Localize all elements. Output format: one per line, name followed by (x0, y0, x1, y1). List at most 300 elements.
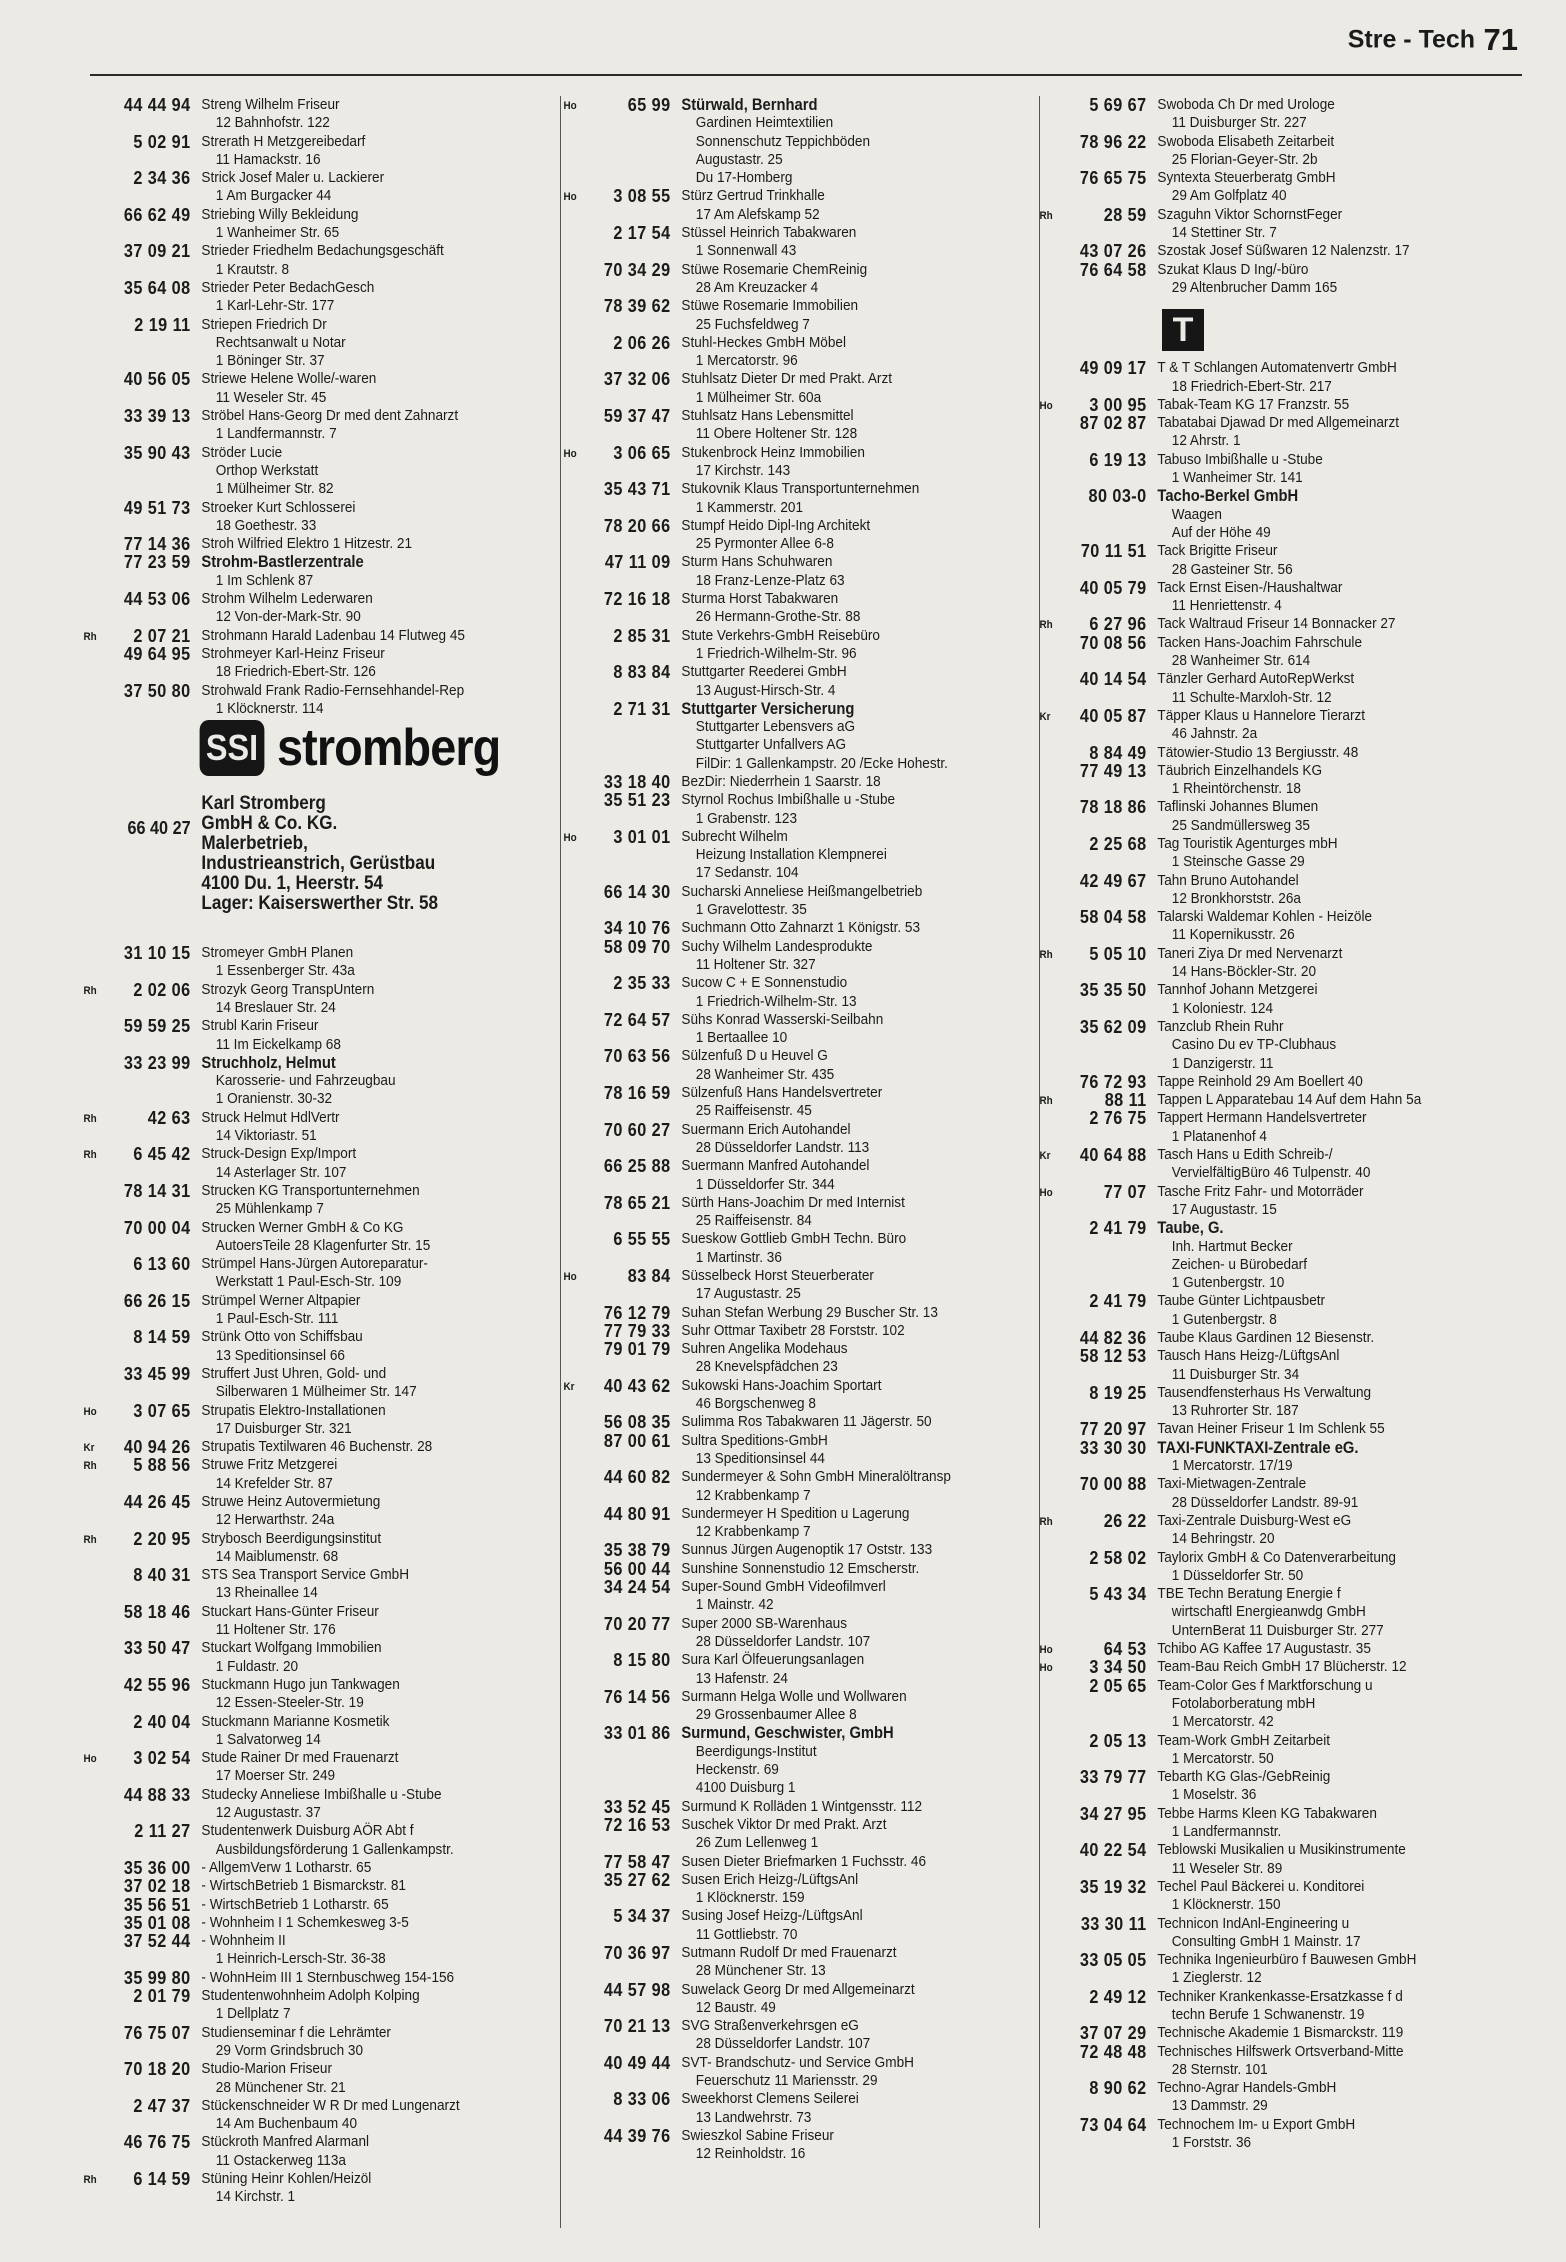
entry-name: Suschek Viktor Dr med Prakt. Arzt (681, 1815, 887, 1833)
phone-number: 56 00 44 (603, 1558, 671, 1579)
column-1 (83, 95, 554, 2207)
directory-entry (1039, 394, 1467, 415)
phone-number: 59 59 25 (123, 1016, 191, 1037)
directory-entry (568, 480, 987, 517)
directory-entry (568, 1651, 987, 1688)
entry-detail: Consulting GmbH 1 Mainstr. 17 (1171, 1932, 1361, 1950)
entry-text (1157, 615, 1467, 633)
entry-name: Studecky Anneliese Imbißhalle u -Stube (201, 1785, 442, 1803)
entry-text (681, 1615, 987, 1652)
entry-detail: 17 Augustastr. 15 (1171, 1200, 1277, 1218)
entry-text (681, 773, 987, 791)
entry-name: Struck Helmut HdlVertr (201, 1108, 340, 1126)
entry-detail: 14 Viktoriastr. 51 (215, 1127, 317, 1145)
phone-number: 70 36 97 (603, 1942, 671, 1963)
entry-name: Suermann Erich Autohandel (681, 1120, 851, 1138)
directory-entry (563, 1266, 987, 1304)
entry-text (201, 1639, 507, 1676)
entry-text (201, 1292, 507, 1329)
entry-name: Technicon IndAnl-Engineering u (1157, 1914, 1350, 1932)
entry-name: Streng Wilhelm Friseur (201, 96, 340, 113)
phone-number: 37 52 44 (123, 1931, 191, 1952)
entry-name: Taneri Ziya Dr med Nervenarzt (1157, 944, 1343, 962)
entry-detail: Waagen (1171, 505, 1222, 523)
entry-detail: 1 Mercatorstr. 42 (1171, 1713, 1274, 1731)
entry-name: SVT- Brandschutz- und Service GmbH (681, 2053, 914, 2071)
directory-entry (88, 1566, 507, 1603)
entry-text (1157, 487, 1467, 542)
phone-number: 34 10 76 (603, 918, 671, 939)
entry-detail: 25 Mühlenkamp 7 (215, 1200, 324, 1218)
entry-detail: 28 Münchener Str. 13 (695, 1962, 826, 1980)
directory-entry (1044, 1915, 1467, 1952)
entry-text (201, 1219, 507, 1256)
entry-text (1157, 2116, 1467, 2153)
entry-detail: 13 Hafenstr. 24 (695, 1669, 788, 1687)
entry-name: - Wohnheim II (201, 1932, 286, 1950)
entry-detail: Ausbildungsförderung 1 Gallenkampstr. (215, 1840, 454, 1858)
phone-number: 3 00 95 (1089, 394, 1147, 415)
entry-name: Suhr Ottmar Taxibetr 28 Forststr. 102 (681, 1321, 905, 1339)
directory-entry (1044, 1292, 1467, 1329)
entry-name: Surmund K Rolläden 1 Wintgensstr. 112 (681, 1797, 923, 1815)
phone-number: 2 58 02 (1089, 1547, 1147, 1568)
entry-name: Stückenschneider W R Dr med Lungenarzt (201, 2096, 460, 2114)
phone-number: 2 11 27 (134, 1821, 191, 1842)
entry-text (681, 1377, 987, 1414)
phone-number: 80 03-0 (1088, 486, 1147, 507)
entry-text (681, 1468, 987, 1505)
phone-number: 37 32 06 (603, 369, 671, 390)
entry-name: Susen Erich Heizg-/LüftgsAnl (681, 1870, 859, 1888)
directory-entry (568, 1340, 987, 1377)
entry-text (681, 224, 987, 261)
entry-name: Strupatis Textilwaren 46 Buchenstr. 28 (201, 1438, 433, 1456)
entry-name: Techel Paul Bäckerei u. Konditorei (1157, 1877, 1365, 1895)
phone-number: 72 64 57 (603, 1009, 671, 1030)
phone-number: 88 11 (1104, 1090, 1147, 1111)
entry-name: Strybosch Beerdigungsinstitut (201, 1529, 382, 1547)
directory-entry (88, 133, 507, 170)
entry-name: Sturm Hans Schuhwaren (681, 553, 833, 571)
entry-text (1157, 1878, 1467, 1915)
entry-name: Suhan Stefan Werbung 29 Buscher Str. 13 (681, 1303, 938, 1321)
entry-detail: 13 Rheinallee 14 (215, 1584, 318, 1602)
entry-name: Taylorix GmbH & Co Datenverarbeitung (1157, 1548, 1396, 1566)
entry-text (201, 2133, 507, 2170)
entry-detail: 11 Ostackerweg 113a (215, 2151, 346, 2169)
phone-number: 33 30 30 (1079, 1437, 1147, 1458)
entry-detail: Fotolaborberatung mbH (1171, 1694, 1316, 1712)
district-prefix: Ho (83, 1753, 97, 1766)
phone-number: 65 99 (627, 95, 671, 115)
entry-name: Tabuso Imbißhalle u -Stube (1157, 450, 1323, 468)
entry-name: Strubl Karin Friseur (201, 1017, 319, 1035)
entry-name: Taxi-Mietwagen-Zentrale (1157, 1475, 1307, 1493)
entry-name: Talarski Waldemar Kohlen - Heizöle (1157, 908, 1373, 926)
entry-detail: 11 Holtener Str. 327 (695, 955, 816, 973)
entry-text (201, 169, 507, 206)
directory-entry (1044, 1677, 1467, 1732)
phone-number: 66 40 27 (127, 818, 191, 839)
entry-detail: 13 Landwehrstr. 73 (695, 2108, 812, 2126)
entry-detail: Auf der Höhe 49 (1171, 523, 1271, 541)
entry-name: Team-Color Ges f Marktforschung u (1157, 1676, 1373, 1694)
entry-name: Techno-Agrar Handels-GmbH (1157, 2079, 1337, 2097)
entry-text (681, 663, 987, 700)
entry-text (681, 791, 987, 828)
entry-text (1157, 908, 1467, 945)
entry-detail: techn Berufe 1 Schwanenstr. 19 (1171, 2005, 1365, 2023)
directory-entry (568, 1853, 987, 1871)
entry-text (681, 1688, 987, 1725)
entry-name: Team-Work GmbH Zeitarbeit (1157, 1731, 1331, 1749)
directory-entry (1044, 634, 1467, 671)
directory-entry (88, 316, 507, 371)
directory-entry (83, 1437, 507, 1458)
entry-name: TAXI-FUNKTAXI-Zentrale eG. (1157, 1438, 1359, 1457)
entry-name: Technika Ingenieurbüro f Bauwesen GmbH (1157, 1951, 1417, 1969)
entry-text (201, 206, 507, 243)
directory-entry (88, 1676, 507, 1713)
entry-text (1157, 2079, 1467, 2116)
phone-number: 40 94 26 (123, 1437, 191, 1458)
entry-detail: 1 Mainstr. 42 (695, 1596, 774, 1614)
directory-entry (568, 1468, 987, 1505)
phone-number: 76 72 93 (1079, 1071, 1147, 1092)
phone-number: 2 17 54 (613, 223, 671, 244)
phone-number: 44 53 06 (123, 589, 191, 610)
entry-detail: Gardinen Heimtextilien (695, 114, 834, 132)
phone-number: 8 40 31 (133, 1565, 191, 1586)
district-prefix: Ho (1039, 399, 1053, 412)
entry-name: Strick Josef Maler u. Lackierer (201, 169, 385, 187)
entry-name: Striebing Willy Bekleidung (201, 205, 359, 223)
directory-entry (88, 499, 507, 536)
entry-name: Technische Akademie 1 Bismarckstr. 119 (1157, 2024, 1404, 2042)
phone-number: 31 10 15 (123, 943, 191, 964)
entry-text (1157, 835, 1467, 872)
entry-text (201, 2097, 507, 2134)
phone-number: 6 27 96 (1089, 614, 1147, 635)
directory-entry (1044, 908, 1467, 945)
entry-name: - WirtschBetrieb 1 Lotharstr. 65 (201, 1895, 389, 1913)
phone-number: 46 76 75 (123, 2132, 191, 2153)
entry-name: Super-Sound GmbH Videofilmverl (681, 1578, 886, 1596)
entry-text (1157, 1183, 1467, 1220)
directory-entry (568, 1432, 987, 1469)
phone-number: 47 11 09 (604, 552, 671, 573)
entry-detail: 17 Am Alefskamp 52 (695, 205, 820, 223)
entry-name: Stromeyer GmbH Planen (201, 944, 354, 962)
directory-entry (1039, 943, 1467, 982)
entry-detail: 25 Florian-Geyer-Str. 2b (1171, 150, 1318, 168)
entry-text (201, 1914, 507, 1932)
phone-number: 2 41 79 (1089, 1218, 1147, 1239)
entry-name: Tasch Hans u Edith Schreib-/ (1157, 1146, 1333, 1164)
entry-text (1157, 169, 1467, 206)
directory-entry (1044, 798, 1467, 835)
entry-text (681, 1798, 987, 1816)
directory-entry (1044, 96, 1467, 133)
entry-detail: 28 Gasteiner Str. 56 (1171, 560, 1293, 578)
directory-entry (1044, 1420, 1467, 1438)
district-prefix: Rh (1039, 948, 1053, 961)
directory-entry (88, 1987, 507, 2024)
entry-text (201, 1932, 507, 1969)
entry-detail: 11 Weseler Str. 45 (215, 388, 327, 406)
ad-text (201, 794, 438, 914)
entry-name: Studentenwohnheim Adolph Kolping (201, 1987, 420, 2005)
entry-detail: 18 Friedrich-Ebert-Str. 126 (215, 663, 376, 681)
letter-t-icon: T (1162, 309, 1204, 351)
directory-entry (568, 297, 987, 334)
entry-detail: 1 Klöcknerstr. 114 (215, 699, 324, 717)
phone-number: 2 05 13 (1089, 1730, 1147, 1751)
phone-number: 70 00 88 (1079, 1474, 1147, 1495)
entry-name: Strohwald Frank Radio-Fernsehhandel-Rep (201, 681, 465, 699)
entry-detail: Zeichen- u Bürobedarf (1171, 1255, 1307, 1273)
entry-text (201, 682, 507, 719)
entry-detail: Du 17-Homberg (695, 169, 793, 187)
entry-detail: 12 Bahnhofstr. 122 (215, 114, 330, 132)
phone-number: 77 20 97 (1079, 1419, 1147, 1440)
entry-detail: 1 Im Schlenk 87 (215, 571, 314, 589)
entry-detail: 1 Düsseldorfer Str. 344 (695, 1175, 835, 1193)
phone-number: 33 01 86 (603, 1723, 671, 1744)
entry-text (1157, 1841, 1467, 1878)
phone-number: 33 50 47 (123, 1638, 191, 1659)
directory-entry (88, 1822, 507, 1859)
entry-detail: 14 Hans-Böckler-Str. 20 (1171, 963, 1317, 981)
entry-name: Tausch Hans Heizg-/LüftgsAnl (1157, 1347, 1340, 1365)
entry-name: Sülzenfuß D u Heuvel G (681, 1047, 828, 1065)
directory-entry (1044, 1073, 1467, 1091)
phone-number: 77 23 59 (123, 552, 191, 573)
directory-entry (568, 1578, 987, 1615)
directory-entry (563, 826, 987, 883)
entry-text (681, 938, 987, 975)
entry-name: Stüning Heinr Kohlen/Heizöl (201, 2169, 372, 2187)
entry-text (201, 1530, 507, 1567)
entry-detail: 1 Steinsche Gasse 29 (1171, 853, 1305, 871)
entry-name: Tannhof Johann Metzgerei (1157, 981, 1318, 999)
directory-entry (1044, 1878, 1467, 1915)
entry-detail: 4100 Duisburg 1 (695, 1779, 796, 1797)
entry-name: Stückroth Manfred Alarmanl (201, 2133, 370, 2151)
phone-number: 8 33 06 (613, 2089, 671, 2110)
entry-text (1157, 414, 1467, 451)
entry-detail: 1 Bertaallee 10 (695, 1029, 788, 1047)
entry-name: Strohmann Harald Ladenbau 14 Flutweg 45 (201, 626, 465, 644)
entry-detail: Stuttgarter Unfallvers AG (695, 736, 847, 754)
directory-entry (568, 627, 987, 664)
entry-text (201, 1786, 507, 1823)
entry-text (1157, 670, 1467, 707)
phone-number: 78 39 62 (603, 296, 671, 317)
phone-number: 37 09 21 (123, 241, 191, 262)
entry-detail: 1 Gravelottestr. 35 (695, 901, 807, 919)
district-prefix: Rh (83, 1149, 97, 1162)
phone-number: 76 14 56 (603, 1686, 671, 1707)
phone-number: 66 25 88 (603, 1156, 671, 1177)
district-prefix: Rh (83, 1112, 97, 1125)
entry-name: Sülzenfuß Hans Handelsvertreter (681, 1084, 883, 1102)
phone-number: 70 60 27 (603, 1119, 671, 1140)
directory-entry (1044, 1841, 1467, 1878)
directory-entry (568, 1560, 987, 1578)
directory-entry (88, 1786, 507, 1823)
ad-line: Karl Stromberg (201, 793, 326, 815)
entry-detail: 11 Obere Holtener Str. 128 (695, 425, 858, 443)
entry-detail: 1 Mercatorstr. 50 (1171, 1749, 1274, 1767)
entry-detail: 1 Fuldastr. 20 (215, 1657, 299, 1675)
entry-detail: 28 Düsseldorfer Landstr. 113 (695, 1138, 870, 1156)
directory-entry (88, 96, 507, 133)
entry-text (1157, 1805, 1467, 1842)
entry-text (681, 1505, 987, 1542)
entry-text (681, 1432, 987, 1469)
entry-detail: 1 Dellplatz 7 (215, 2005, 291, 2023)
entry-text (1157, 1439, 1467, 1476)
entry-name: Techniker Krankenkasse-Ersatzkasse f d (1157, 1987, 1403, 2005)
directory-entry (568, 2090, 987, 2127)
entry-text (681, 883, 987, 920)
phone-number: 58 12 53 (1079, 1346, 1147, 1367)
phone-number: 3 34 50 (1089, 1657, 1147, 1678)
phone-number: 49 09 17 (1079, 358, 1147, 379)
entry-text (1157, 945, 1467, 982)
directory-entry (88, 1969, 507, 1987)
entry-name: Stuttgarter Versicherung (681, 699, 855, 718)
entry-text (201, 1896, 507, 1914)
entry-text (1157, 396, 1467, 414)
entry-text (681, 1816, 987, 1853)
phone-number: 44 60 82 (603, 1467, 671, 1488)
phone-number: 5 43 34 (1089, 1584, 1147, 1605)
directory-entry (1044, 1347, 1467, 1384)
directory-entry (563, 442, 987, 481)
stromberg-logo-icon: SSI (200, 720, 265, 776)
directory-entry (568, 224, 987, 261)
entry-text (1157, 1915, 1467, 1952)
directory-entry (1044, 1585, 1467, 1640)
entry-text (201, 1255, 507, 1292)
entry-name: Strucken KG Transportunternehmen (201, 1181, 420, 1199)
entry-text (201, 553, 507, 590)
entry-detail: 1 Gutenbergstr. 8 (1171, 1310, 1277, 1328)
entry-name: Stüssel Heinrich Tabakwaren (681, 224, 857, 242)
district-prefix: Ho (563, 831, 577, 844)
phone-number: 35 19 32 (1079, 1876, 1147, 1897)
phone-number: 33 45 99 (123, 1363, 191, 1384)
entry-text (201, 1402, 507, 1439)
entry-text (681, 1322, 987, 1340)
directory-entry (568, 974, 987, 1011)
directory-entry (88, 1054, 507, 1109)
phone-number: 37 02 18 (123, 1876, 191, 1897)
entry-text (681, 1871, 987, 1908)
phone-number: 73 04 64 (1079, 2114, 1147, 2135)
entry-detail: 1 Rheintörchenstr. 18 (1171, 780, 1301, 798)
entry-text (201, 2170, 507, 2207)
entry-name: Tappe Reinhold 29 Am Boellert 40 (1157, 1072, 1363, 1090)
entry-text (681, 1267, 987, 1304)
entry-detail: 28 Knevelspfädchen 23 (695, 1358, 838, 1376)
directory-entry (88, 169, 507, 206)
directory-entry (83, 2168, 507, 2207)
entry-text (681, 1413, 987, 1431)
entry-text (1157, 1384, 1467, 1421)
entry-detail: 12 Essen-Steeler-Str. 19 (215, 1694, 364, 1712)
entry-detail: 25 Fuchsfeldweg 7 (695, 315, 810, 333)
entry-name: Tappen L Apparatebau 14 Auf dem Hahn 5a (1157, 1091, 1422, 1109)
entry-detail: 14 Breslauer Str. 24 (215, 998, 336, 1016)
entry-text (1157, 872, 1467, 909)
entry-detail: 12 Krabbenkamp 7 (695, 1486, 811, 1504)
entry-text (681, 2127, 987, 2164)
entry-name: T & T Schlangen Automatenvertr GmbH (1157, 359, 1397, 377)
phone-number: 44 88 33 (123, 1784, 191, 1805)
ad-line: Lager: Kaiserswerther Str. 58 (201, 893, 439, 915)
entry-name: Sunnus Jürgen Augenoptik 17 Oststr. 133 (681, 1541, 933, 1559)
directory-entry (568, 1944, 987, 1981)
entry-text (681, 261, 987, 298)
directory-entry (568, 2017, 987, 2054)
phone-number: 33 05 05 (1079, 1950, 1147, 1971)
entry-name: Sukowski Hans-Joachim Sportart (681, 1376, 882, 1394)
entry-text (1157, 1512, 1467, 1549)
entry-name: Swoboda Elisabeth Zeitarbeit (1157, 132, 1335, 150)
entry-detail: Stuttgarter Lebensvers aG (695, 718, 856, 736)
entry-detail: 11 Weseler Str. 89 (1171, 1859, 1283, 1877)
entry-detail: 13 Ruhrorter Str. 187 (1171, 1402, 1299, 1420)
entry-name: Szaguhn Viktor SchornstFeger (1157, 205, 1343, 223)
entry-text (1157, 798, 1467, 835)
entry-text (1157, 1658, 1467, 1676)
entry-detail: 1 Düsseldorfer Str. 50 (1171, 1566, 1304, 1584)
directory-entry (568, 334, 987, 371)
directory-entry (1044, 981, 1467, 1018)
entry-text (681, 1853, 987, 1871)
entry-detail: 1 Böninger Str. 37 (215, 352, 325, 370)
entry-detail: 1 Oranienstr. 30-32 (215, 1090, 333, 1108)
entry-text (1157, 762, 1467, 799)
entry-detail: 1 Koloniestr. 124 (1171, 999, 1274, 1017)
entry-name: Susen Dieter Briefmarken 1 Fuchsstr. 46 (681, 1852, 927, 1870)
entry-detail: wirtschaftl Energieanwdg GmbH (1171, 1603, 1366, 1621)
entry-detail: 29 Altenbrucher Damm 165 (1171, 278, 1338, 296)
entry-name: Susing Josef Heizg-/LüftgsAnl (681, 1907, 863, 1925)
directory-entry (568, 1084, 987, 1121)
entry-name: Sutmann Rudolf Dr med Frauenarzt (681, 1943, 897, 1961)
entry-text (201, 133, 507, 170)
entry-text (201, 242, 507, 279)
phone-number: 5 05 10 (1089, 943, 1147, 964)
phone-number: 2 85 31 (613, 625, 671, 646)
entry-text (681, 1121, 987, 1158)
directory-entry (83, 1455, 507, 1493)
entry-text (1157, 542, 1467, 579)
entry-detail: 12 Baustr. 49 (695, 1998, 776, 2016)
entry-detail: 13 Speditionsinsel 66 (215, 1346, 345, 1364)
entry-text (681, 919, 987, 937)
phone-number: 6 13 60 (133, 1254, 191, 1275)
entry-detail: 1 Landfermannstr. (1171, 1823, 1282, 1841)
phone-number: 79 01 79 (603, 1339, 671, 1360)
directory-entry (1039, 705, 1467, 744)
entry-detail: 12 Bronkhorststr. 26a (1171, 889, 1301, 907)
